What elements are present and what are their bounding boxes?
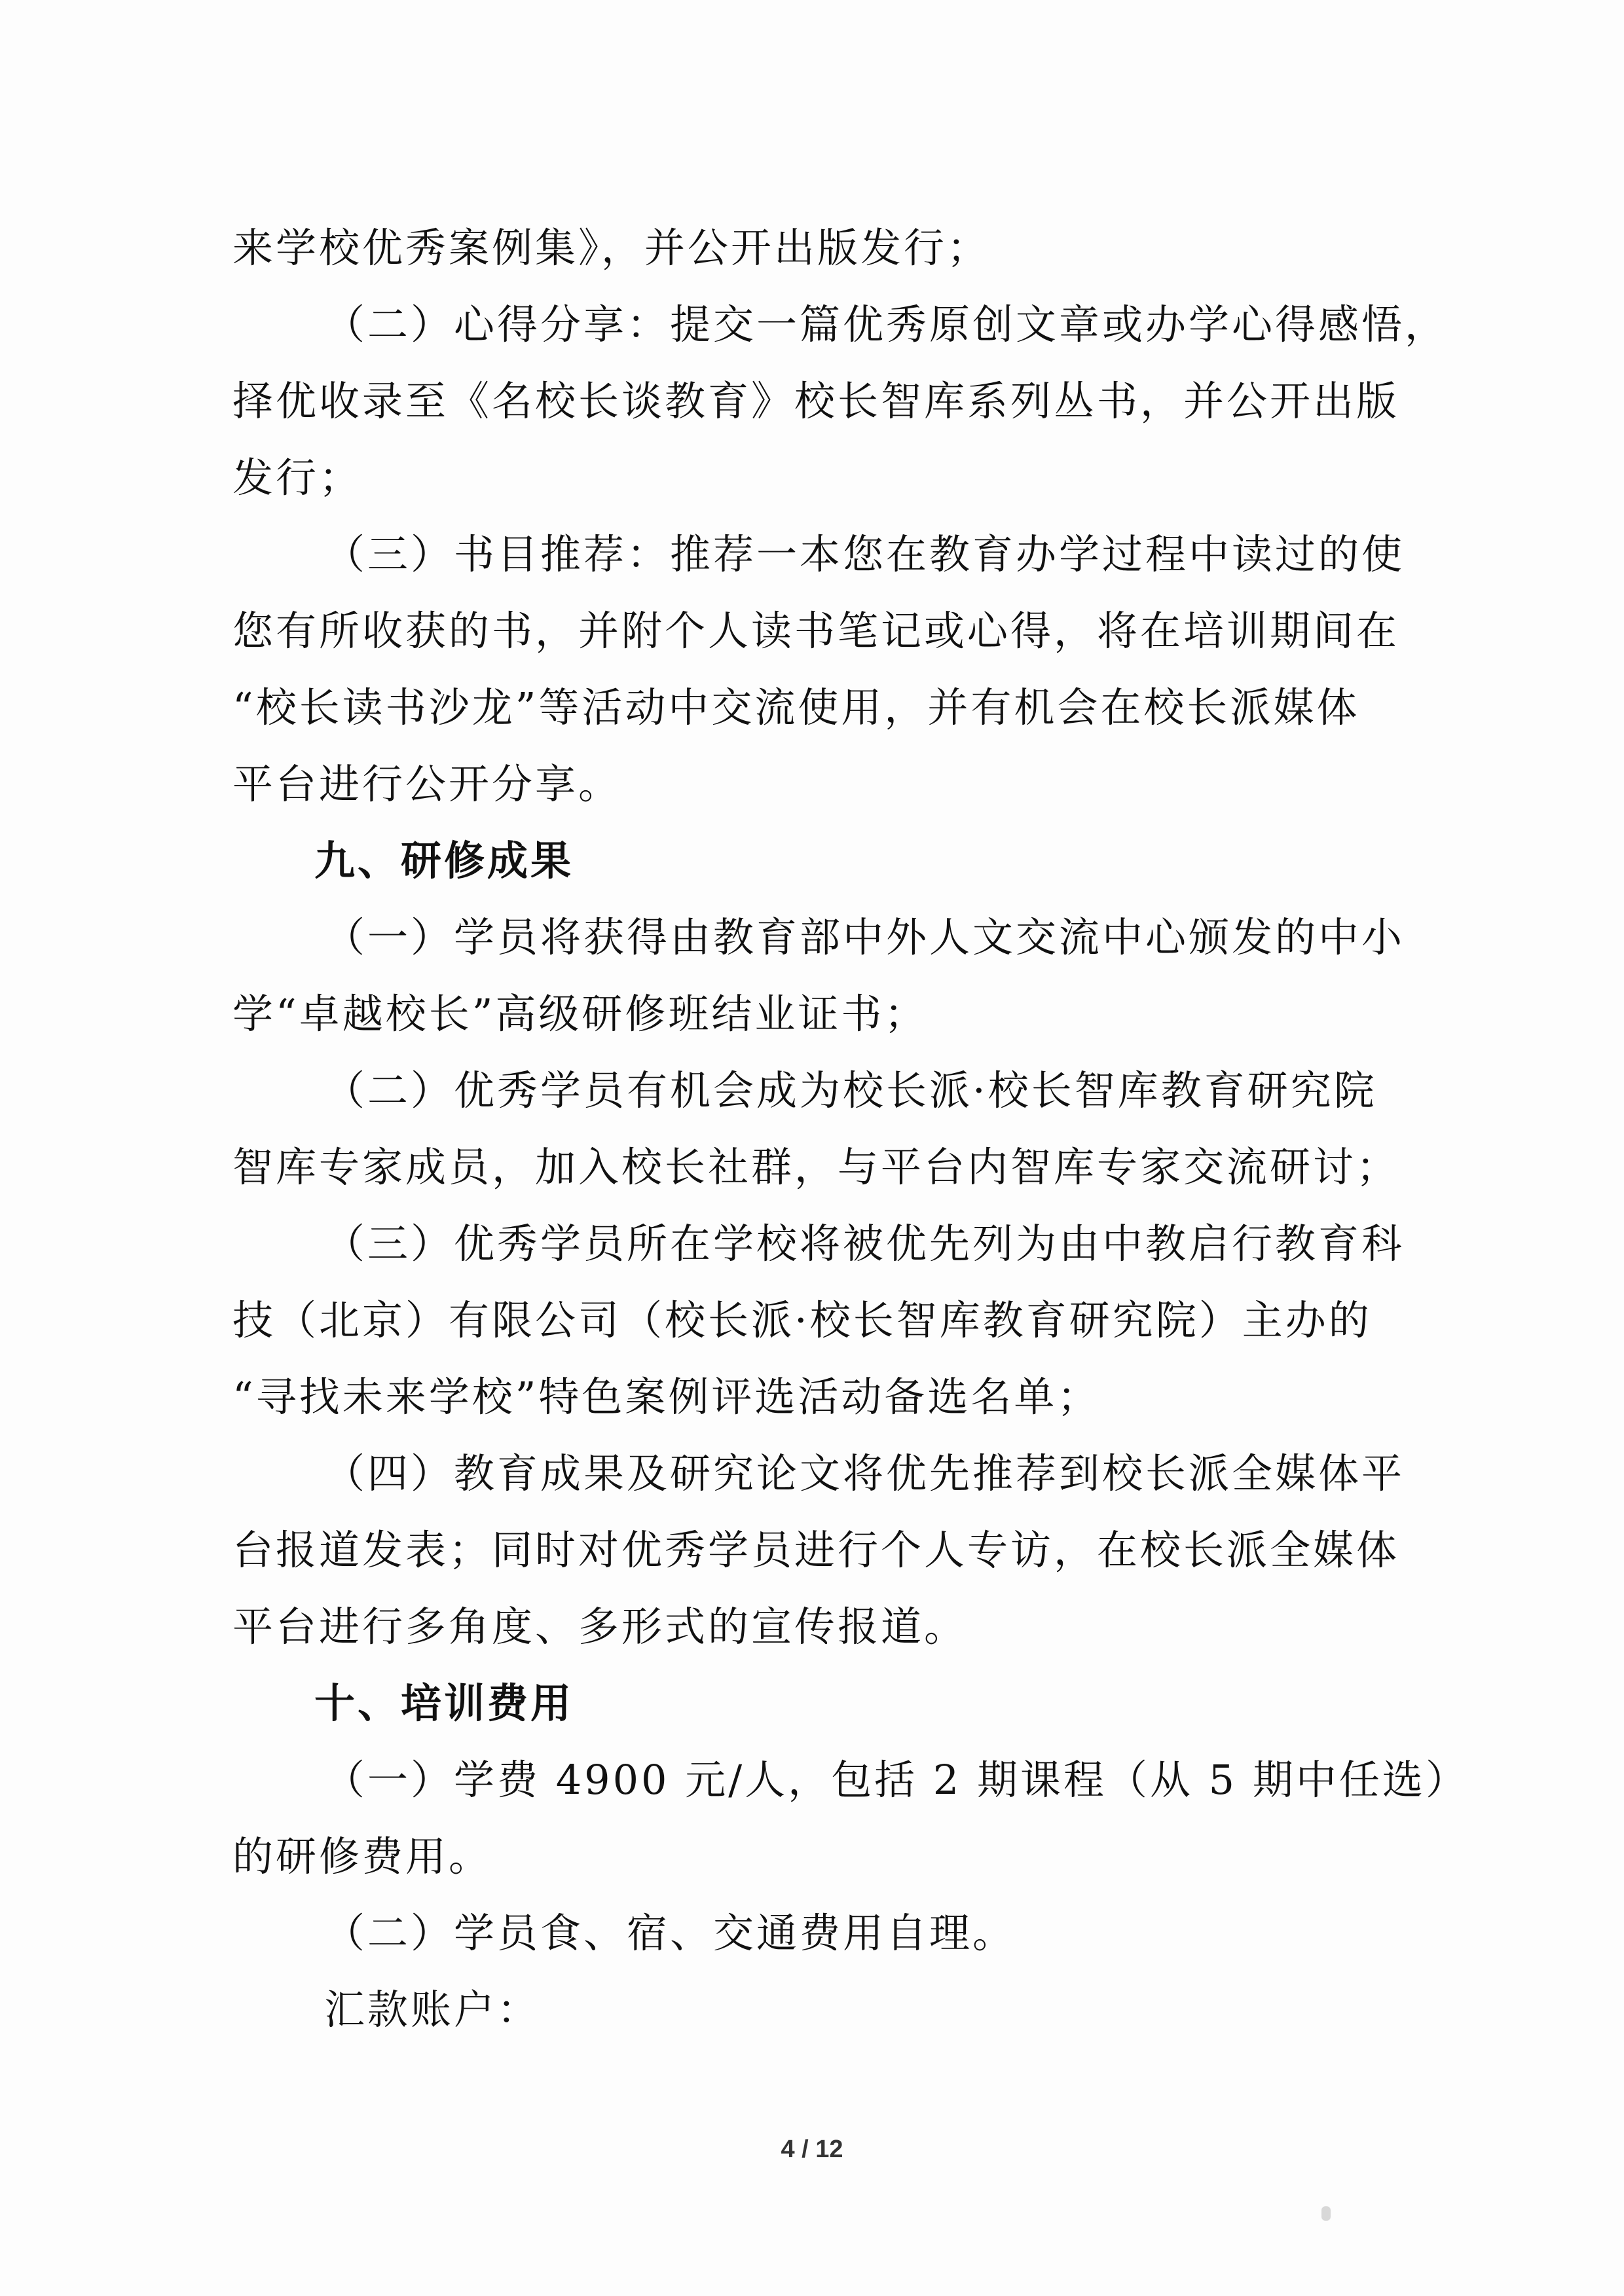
document-body	[232, 210, 1469, 2048]
text-line: （二）学员食、宿、交通费用自理。	[324, 1909, 1016, 1957]
text-line: 您有所收获的书，并附个人读书笔记或心得，将在培训期间在	[232, 607, 1400, 655]
text-line: 来学校优秀案例集》，并公开出版发行；	[232, 224, 991, 272]
scan-speck	[1321, 2206, 1331, 2221]
text-line: （一）学员将获得由教育部中外人文交流中心颁发的中小	[324, 913, 1405, 961]
text-line: （二）心得分享：提交一篇优秀原创文章或办学心得感悟，	[324, 301, 1449, 348]
page-number: 4 / 12	[781, 2136, 843, 2163]
text-line: 平台进行公开分享。	[232, 760, 622, 808]
text-line: （四）教育成果及研究论文将优先推荐到校长派全媒体平	[324, 1449, 1405, 1497]
section-heading: 九、研修成果	[314, 837, 574, 884]
text-line: 智库专家成员，加入校长社群，与平台内智库专家交流研讨；	[232, 1143, 1400, 1191]
text-line: 技（北京）有限公司（校长派·校长智库教育研究院）主办的	[232, 1296, 1372, 1344]
text-line: 的研修费用。	[232, 1832, 492, 1880]
text-line: 择优收录至《名校长谈教育》校长智库系列丛书，并公开出版	[232, 377, 1400, 425]
text-line: （三）优秀学员所在学校将被优先列为由中教启行教育科	[324, 1220, 1405, 1267]
text-line: 平台进行多角度、多形式的宣传报道。	[232, 1603, 968, 1650]
text-line: “寻找未来学校”特色案例评选活动备选名单；	[232, 1373, 1101, 1421]
section-heading: 十、培训费用	[314, 1679, 574, 1727]
text-line: “校长读书沙龙”等活动中交流使用，并有机会在校长派媒体	[232, 683, 1360, 731]
text-line: 发行；	[232, 454, 363, 501]
text-line: 学“卓越校长”高级研修班结业证书；	[232, 990, 928, 1038]
text-line: 汇款账户：	[324, 1986, 541, 2033]
text-line: （二）优秀学员有机会成为校长派·校长智库教育研究院	[324, 1066, 1377, 1114]
text-line: （三）书目推荐：推荐一本您在教育办学过程中读过的使	[324, 530, 1405, 578]
text-line: 台报道发表；同时对优秀学员进行个人专访，在校长派全媒体	[232, 1526, 1400, 1574]
text-line: （一）学费 4900 元/人，包括 2 期课程（从 5 期中任选）	[324, 1756, 1469, 1804]
